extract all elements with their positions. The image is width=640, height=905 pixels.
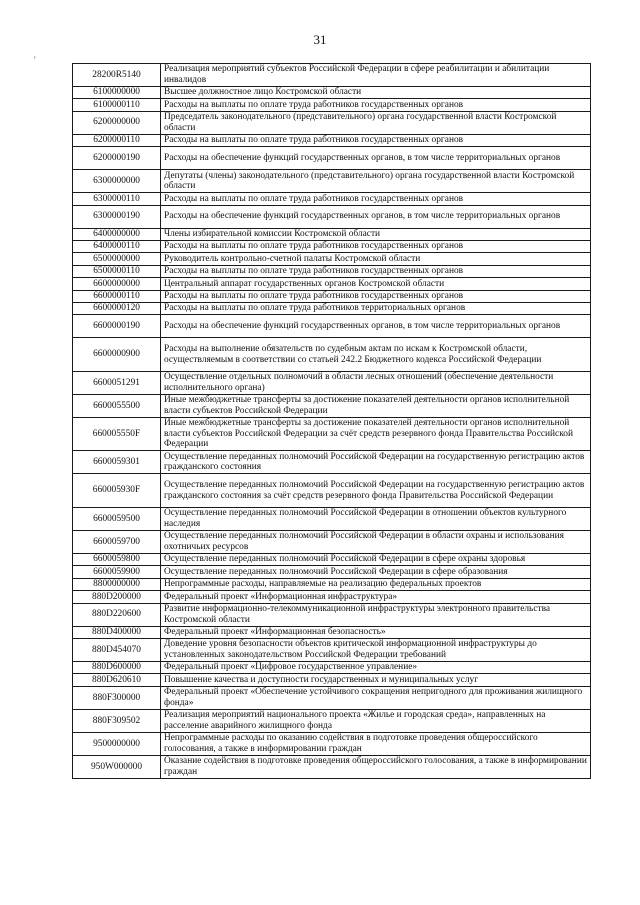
row-description: Расходы на выплаты по оплате труда работников государственных органов (161, 240, 591, 252)
table-row (73, 147, 591, 170)
row-description: Реализация мероприятий субъектов Российской Федерации в сфере реабилитации и абилитации инвалидов (161, 64, 591, 87)
row-code: 6600059301 (73, 451, 161, 474)
row-code: 6600059700 (73, 531, 161, 554)
table-row (73, 302, 591, 314)
table-row (73, 64, 591, 87)
row-description: Центральный аппарат государственных органов Костромской области (161, 278, 591, 290)
row-code: 6300000190 (73, 205, 161, 228)
table-row (73, 554, 591, 566)
row-code: 880D400000 (73, 626, 161, 638)
row-description: Депутаты (члены) законодательного (представительного) органа государственной власти Костромской области (161, 170, 591, 193)
table-row (73, 315, 591, 338)
row-description: Расходы на обеспечение функций государственных органов, в том числе территориальных органов (161, 205, 591, 228)
table-row (73, 240, 591, 252)
row-code: 28200R5140 (73, 64, 161, 87)
row-code: 6600059500 (73, 508, 161, 531)
table-row (73, 228, 591, 240)
row-description: Расходы на выплаты по оплате труда работников государственных органов (161, 134, 591, 146)
row-description: Иные межбюджетные трансферты за достижение показателей деятельности органов исполнительной власти субъектов Российской Федерации (161, 394, 591, 417)
row-description: Расходы на выплаты по оплате труда работников государственных органов (161, 99, 591, 111)
row-code: 6600000190 (73, 315, 161, 338)
row-code: 880D600000 (73, 662, 161, 674)
row-code: 6100000000 (73, 87, 161, 99)
row-description: Доведение уровня безопасности объектов критической информационной инфраструктуры до установленных законодательством Российской Федерации требований (161, 639, 591, 662)
row-code: 6600059900 (73, 566, 161, 578)
row-description: Развитие информационно-телекоммуникационной инфраструктуры электронного правительства Костромской области (161, 603, 591, 626)
row-description: Расходы на обеспечение функций государственных органов, в том числе территориальных органов (161, 147, 591, 170)
row-code: 880F300000 (73, 686, 161, 709)
table-row (73, 591, 591, 603)
table-row (73, 709, 591, 732)
row-code: 6200000190 (73, 147, 161, 170)
table-row (73, 394, 591, 417)
table-row (73, 290, 591, 302)
table-row (73, 451, 591, 474)
table-row (73, 578, 591, 590)
row-description: Председатель законодательного (представительного) органа государственной власти Костромской области (161, 111, 591, 134)
row-description: Федеральный проект «Информационная безопасность» (161, 626, 591, 638)
row-code: 6400000000 (73, 228, 161, 240)
row-description: Руководитель контрольно-счетной палаты Костромской области (161, 253, 591, 265)
row-description: Осуществление переданных полномочий Российской Федерации в области охраны и использования охотничьих ресурсов (161, 531, 591, 554)
row-description: Высшее должностное лицо Костромской области (161, 87, 591, 99)
table-row (73, 87, 591, 99)
row-description: Федеральный проект «Обеспечение устойчивого сокращения непригодного для проживания жилищного фонда» (161, 686, 591, 709)
table-row (73, 99, 591, 111)
table-row (73, 111, 591, 134)
row-code: 660005930F (73, 474, 161, 508)
table-row (73, 508, 591, 531)
table-row (73, 566, 591, 578)
table-row (73, 253, 591, 265)
row-code: 880F309502 (73, 709, 161, 732)
row-description: Оказание содействия в подготовке проведения общероссийского голосования, а также в информировании граждан (161, 755, 591, 778)
row-code: 880D200000 (73, 591, 161, 603)
table-row (73, 417, 591, 451)
table-row (73, 134, 591, 146)
row-description: Иные межбюджетные трансферты за достижение показателей деятельности органов исполнительной власти субъектов Российской Федерации за счёт средств резервного фонда Правительства Российской Федерации (161, 417, 591, 451)
row-description: Осуществление отдельных полномочий в области лесных отношений (обеспечение деятельности исполнительного органа) (161, 371, 591, 394)
margin-mark: ' (34, 55, 36, 65)
table-row (73, 371, 591, 394)
row-code: 6600055500 (73, 394, 161, 417)
row-code: 6500000000 (73, 253, 161, 265)
row-code: 6300000000 (73, 170, 161, 193)
table-row (73, 662, 591, 674)
row-description: Непрограммные расходы по оказанию содействия в подготовке проведения общероссийского голосования, а также в информировании граждан (161, 732, 591, 755)
table-row (73, 603, 591, 626)
row-code: 880D620610 (73, 674, 161, 686)
row-code: 6600000000 (73, 278, 161, 290)
row-description: Расходы на выплаты по оплате труда работников государственных органов (161, 265, 591, 277)
row-code: 6200000110 (73, 134, 161, 146)
table-row (73, 265, 591, 277)
table-row (73, 338, 591, 372)
row-code: 6600059800 (73, 554, 161, 566)
page-number: 31 (313, 32, 327, 47)
table-row (73, 639, 591, 662)
table-body (73, 64, 591, 779)
table-row (73, 626, 591, 638)
row-description: Расходы на выплаты по оплате труда работников государственных органов (161, 290, 591, 302)
row-code: 8800000000 (73, 578, 161, 590)
row-description: Федеральный проект «Информационная инфраструктура» (161, 591, 591, 603)
table-row (73, 755, 591, 778)
budget-classification-table (72, 63, 591, 779)
row-description: Осуществление переданных полномочий Российской Федерации в отношении объектов культурного наследия (161, 508, 591, 531)
row-code: 880D220600 (73, 603, 161, 626)
row-code: 950W000000 (73, 755, 161, 778)
row-description: Повышение качества и доступности государственных и муниципальных услуг (161, 674, 591, 686)
table-row (73, 674, 591, 686)
row-code: 6600051291 (73, 371, 161, 394)
row-description: Расходы на выплаты по оплате труда работников территориальных органов (161, 302, 591, 314)
row-description: Осуществление переданных полномочий Российской Федерации в сфере образования (161, 566, 591, 578)
row-code: 6600000110 (73, 290, 161, 302)
row-description: Расходы на обеспечение функций государственных органов, в том числе территориальных органов (161, 315, 591, 338)
row-code: 6300000110 (73, 193, 161, 205)
table-row (73, 732, 591, 755)
row-description: Осуществление переданных полномочий Российской Федерации на государственную регистрацию актов гражданского состояния за счёт средств резервного фонда Правительства Российской Федерации (161, 474, 591, 508)
row-code: 6100000110 (73, 99, 161, 111)
row-code: 6600000900 (73, 338, 161, 372)
table-row (73, 474, 591, 508)
row-description: Расходы на выплаты по оплате труда работников государственных органов (161, 193, 591, 205)
table-row (73, 170, 591, 193)
row-description: Федеральный проект «Цифровое государственное управление» (161, 662, 591, 674)
row-description: Члены избирательной комиссии Костромской области (161, 228, 591, 240)
row-description: Осуществление переданных полномочий Российской Федерации в сфере охраны здоровья (161, 554, 591, 566)
table-row (73, 531, 591, 554)
row-code: 6500000110 (73, 265, 161, 277)
row-description: Осуществление переданных полномочий Российской Федерации на государственную регистрацию актов гражданского состояния (161, 451, 591, 474)
row-code: 6400000110 (73, 240, 161, 252)
table-row (73, 686, 591, 709)
row-code: 9500000000 (73, 732, 161, 755)
row-description: Реализация мероприятий национального проекта «Жилье и городская среда», направленных на расселение аварийного жилищного фонда (161, 709, 591, 732)
row-description: Непрограммные расходы, направляемые на реализацию федеральных проектов (161, 578, 591, 590)
row-code: 880D454070 (73, 639, 161, 662)
table-row (73, 205, 591, 228)
row-code: 660005550F (73, 417, 161, 451)
table-row (73, 278, 591, 290)
row-description: Расходы на выполнение обязательств по судебным актам по искам к Костромской области, осуществляемым в соответствии со статьей 242.2 Бюджетного кодекса Российской Федерации (161, 338, 591, 372)
table-row (73, 193, 591, 205)
row-code: 6200000000 (73, 111, 161, 134)
row-code: 6600000120 (73, 302, 161, 314)
